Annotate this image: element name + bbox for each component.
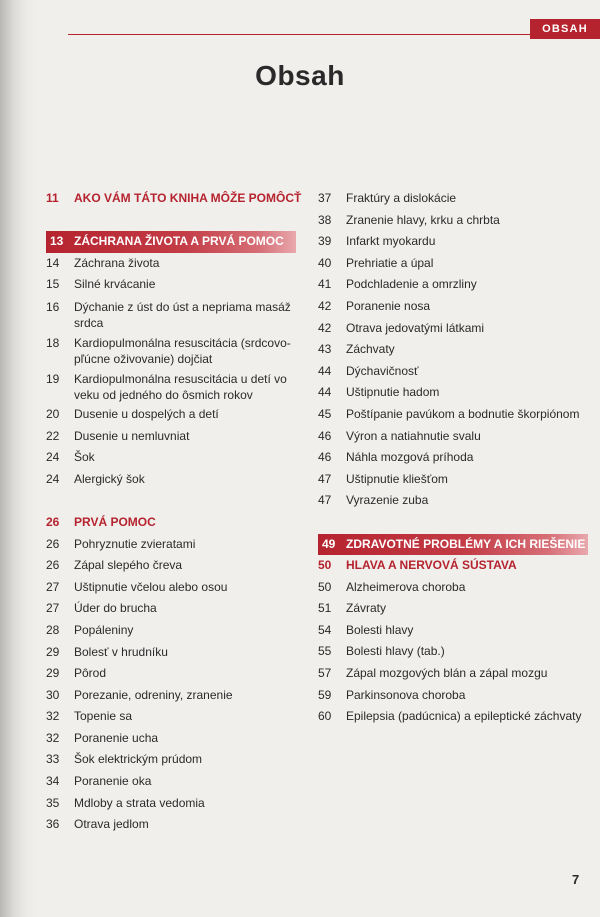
toc-entry[interactable]	[318, 577, 588, 599]
toc-entry[interactable]	[46, 706, 296, 728]
toc-page-number: 38	[318, 212, 332, 227]
toc-entry-title: Epilepsia (padúcnica) a epileptické záchvaty	[346, 709, 582, 724]
toc-entry[interactable]	[318, 296, 588, 318]
toc-entry[interactable]	[318, 339, 588, 361]
toc-entry-title: Poranenie nosa	[346, 298, 431, 313]
toc-entry[interactable]	[318, 253, 588, 275]
toc-page-number: 59	[318, 687, 332, 702]
toc-entry[interactable]	[46, 642, 296, 664]
toc-page-number: 30	[46, 687, 60, 702]
toc-entry[interactable]	[46, 771, 296, 793]
toc-entry[interactable]	[46, 534, 296, 556]
section-tab: OBSAH	[530, 19, 600, 39]
toc-page-number: 36	[46, 817, 60, 832]
toc-entry-title: Uštipnutie hadom	[346, 385, 440, 400]
toc-entry[interactable]	[46, 685, 296, 707]
toc-entry-title: Poštípanie pavúkom a bodnutie škorpiónom	[346, 406, 580, 421]
toc-entry-title: Pohryznutie zvieratami	[74, 536, 196, 551]
toc-entry-title: Šok	[74, 450, 95, 465]
toc-entry-title: Silné krvácanie	[74, 277, 156, 292]
toc-entry-title: Záchrana života	[74, 255, 160, 270]
toc-page-number: 22	[46, 428, 60, 443]
toc-page-number: 46	[318, 428, 332, 443]
toc-entry[interactable]	[46, 577, 296, 599]
toc-page-number: 27	[46, 601, 60, 616]
toc-right-column	[318, 188, 588, 728]
toc-page-number: 49	[322, 536, 336, 551]
toc-entry-title: Otrava jedovatými látkami	[346, 320, 485, 335]
toc-page-number: 32	[46, 709, 60, 724]
toc-entry[interactable]	[46, 469, 296, 491]
toc-entry-title: Mdloby a strata vedomia	[74, 795, 205, 810]
toc-entry[interactable]	[46, 793, 296, 815]
toc-entry-title: Zápal mozgových blán a zápal mozgu	[346, 666, 548, 681]
toc-entry-title: Dýchanie z úst do úst a nepriama masáž srdca	[74, 299, 291, 330]
toc-page-number: 42	[318, 320, 332, 335]
toc-entry[interactable]	[318, 210, 588, 232]
toc-section-heading[interactable]	[46, 188, 302, 210]
toc-entry[interactable]	[318, 274, 588, 296]
toc-entry-title: Poranenie oka	[74, 774, 152, 789]
toc-entry-title: Závraty	[346, 601, 387, 616]
toc-page-number: 50	[318, 558, 332, 573]
toc-entry[interactable]	[46, 555, 296, 577]
toc-entry[interactable]	[46, 749, 296, 771]
toc-entry-title: ZDRAVOTNÉ PROBLÉMY A ICH RIEŠENIE	[346, 536, 586, 551]
toc-page-number: 11	[46, 191, 59, 205]
toc-page-number: 19	[46, 371, 60, 386]
section-gap	[318, 512, 588, 534]
toc-page-number: 44	[318, 363, 332, 378]
toc-page-number: 34	[46, 774, 60, 789]
toc-entry[interactable]	[46, 253, 296, 275]
toc-page-number: 27	[46, 579, 60, 594]
toc-page-number: 16	[46, 299, 60, 314]
toc-entry-title: Porezanie, odreniny, zranenie	[74, 687, 233, 702]
toc-entry-title: Podchladenie a omrzliny	[346, 277, 477, 292]
toc-entry-title: Zápal slepého čreva	[74, 558, 183, 573]
toc-entry-title: Parkinsonova choroba	[346, 687, 466, 702]
toc-page-number: 50	[318, 579, 332, 594]
toc-entry-title: Šok elektrickým prúdom	[74, 752, 203, 767]
toc-entry-title: Uštipnutie včelou alebo osou	[74, 579, 228, 594]
toc-page-number: 24	[46, 450, 60, 465]
toc-entry[interactable]	[46, 368, 296, 404]
toc-entry-title: Infarkt myokardu	[346, 234, 436, 249]
toc-page-number: 37	[318, 191, 332, 205]
toc-entry-title: Alergický šok	[74, 471, 145, 486]
toc-page-number: 26	[46, 558, 60, 573]
toc-entry[interactable]	[318, 620, 588, 642]
toc-entry[interactable]	[46, 296, 296, 332]
toc-entry-title: Úder do brucha	[74, 601, 157, 616]
toc-entry[interactable]	[318, 641, 588, 663]
toc-entry-title: Kardiopulmonálna resuscitácia (srdcovo-pľúcne oživovanie) dojčiat	[74, 335, 291, 366]
toc-page-number: 28	[46, 622, 60, 637]
toc-entry[interactable]	[318, 706, 588, 728]
toc-entry-title: Bolesť v hrudníku	[74, 644, 168, 659]
toc-entry-title: Dýchavičnosť	[346, 363, 419, 378]
toc-page-number: 35	[46, 795, 60, 810]
toc-page-number: 26	[46, 536, 60, 551]
toc-page-number: 42	[318, 298, 332, 313]
toc-entry[interactable]	[46, 447, 296, 469]
toc-entry-title: Popáleniny	[74, 622, 134, 637]
toc-entry[interactable]	[46, 404, 296, 426]
toc-page-number: 26	[46, 514, 60, 529]
header-rule	[68, 34, 600, 35]
toc-entry[interactable]	[318, 426, 588, 448]
toc-page-number: 54	[318, 622, 332, 637]
toc-page-number: 44	[318, 385, 332, 400]
toc-entry-title: Bolesti hlavy	[346, 622, 414, 637]
page-binding-shadow	[0, 0, 38, 917]
toc-entry[interactable]	[318, 469, 588, 491]
toc-entry-title: ZÁCHRANA ŽIVOTA A PRVÁ POMOC	[74, 234, 284, 249]
toc-entry-title: Fraktúry a dislokácie	[346, 191, 457, 205]
toc-entry-title: Vyrazenie zuba	[346, 493, 429, 508]
toc-entry-title: Topenie sa	[74, 709, 133, 724]
toc-entry[interactable]	[318, 663, 588, 685]
toc-entry-title: Bolesti hlavy (tab.)	[346, 644, 445, 659]
toc-entry-title: Kardiopulmonálna resuscitácia u detí vo veku od jedného do ôsmich rokov	[74, 371, 287, 402]
toc-entry[interactable]	[46, 728, 296, 750]
toc-page-number: 45	[318, 406, 332, 421]
toc-page-number: 32	[46, 730, 60, 745]
toc-page-number: 24	[46, 471, 60, 486]
toc-page-number: 29	[46, 644, 60, 659]
toc-entry[interactable]	[318, 318, 588, 340]
toc-entry-title: HLAVA A NERVOVÁ SÚSTAVA	[346, 558, 517, 573]
toc-entry-title: Dusenie u nemluvniat	[74, 428, 190, 443]
toc-page-number: 46	[318, 450, 332, 465]
toc-page-number: 55	[318, 644, 332, 659]
page-number: 7	[572, 872, 580, 887]
toc-section-band[interactable]	[46, 231, 296, 253]
toc-section-heading[interactable]	[46, 512, 296, 534]
toc-page-number: 60	[318, 709, 332, 724]
toc-page-number: 51	[318, 601, 332, 616]
toc-entry-title: Zranenie hlavy, krku a chrbta	[346, 212, 500, 227]
toc-entry-title: Výron a natiahnutie svalu	[346, 428, 481, 443]
toc-entry-title: Otrava jedlom	[74, 817, 149, 832]
toc-entry[interactable]	[46, 274, 296, 296]
toc-page-number: 13	[50, 234, 64, 249]
toc-entry[interactable]	[318, 685, 588, 707]
toc-entry-title: Pôrod	[74, 666, 107, 681]
toc-entry-title: AKO VÁM TÁTO KNIHA MÔŽE POMÔCŤ	[74, 191, 302, 205]
toc-entry[interactable]	[318, 231, 588, 253]
toc-entry-title: Prehriatie a úpal	[346, 255, 434, 270]
toc-entry[interactable]	[318, 447, 588, 469]
toc-page-number: 57	[318, 666, 332, 681]
toc-page-number: 20	[46, 406, 60, 421]
toc-page-number: 33	[46, 752, 60, 767]
toc-entry-title: Alzheimerova choroba	[346, 579, 466, 594]
toc-entry[interactable]	[46, 426, 296, 448]
toc-page-number: 15	[46, 277, 60, 292]
toc-page-number: 43	[318, 342, 332, 357]
page-title: Obsah	[255, 60, 345, 91]
toc-entry[interactable]	[46, 663, 296, 685]
toc-entry-title: Dusenie u dospelých a detí	[74, 406, 219, 421]
toc-entry[interactable]	[318, 598, 588, 620]
toc-page-number: 18	[46, 335, 60, 350]
toc-left-column	[46, 188, 302, 836]
toc-entry[interactable]	[46, 814, 296, 836]
toc-entry[interactable]	[318, 490, 588, 512]
toc-entry[interactable]	[46, 620, 296, 642]
toc-section-heading[interactable]	[318, 555, 588, 577]
section-gap	[46, 210, 296, 232]
toc-page-number: 14	[46, 255, 60, 270]
toc-page-number: 47	[318, 493, 332, 508]
toc-entry-title: Záchvaty	[346, 342, 395, 357]
toc-entry-title: Náhla mozgová príhoda	[346, 450, 474, 465]
toc-page-number: 41	[318, 277, 332, 292]
toc-entry[interactable]	[318, 382, 588, 404]
toc-entry[interactable]	[318, 404, 588, 426]
toc-entry-title: Uštipnutie kliešťom	[346, 471, 448, 486]
toc-section-band[interactable]	[318, 534, 588, 556]
toc-entry[interactable]	[46, 332, 296, 368]
toc-page-number: 39	[318, 234, 332, 249]
toc-page-number: 47	[318, 471, 332, 486]
toc-entry[interactable]	[318, 361, 588, 383]
toc-entry-title: PRVÁ POMOC	[74, 514, 156, 529]
toc-page-number: 29	[46, 666, 60, 681]
toc-entry-title: Poranenie ucha	[74, 730, 159, 745]
toc-entry[interactable]	[318, 188, 588, 210]
section-gap	[46, 490, 296, 512]
toc-page-number: 40	[318, 255, 332, 270]
toc-entry[interactable]	[46, 598, 296, 620]
